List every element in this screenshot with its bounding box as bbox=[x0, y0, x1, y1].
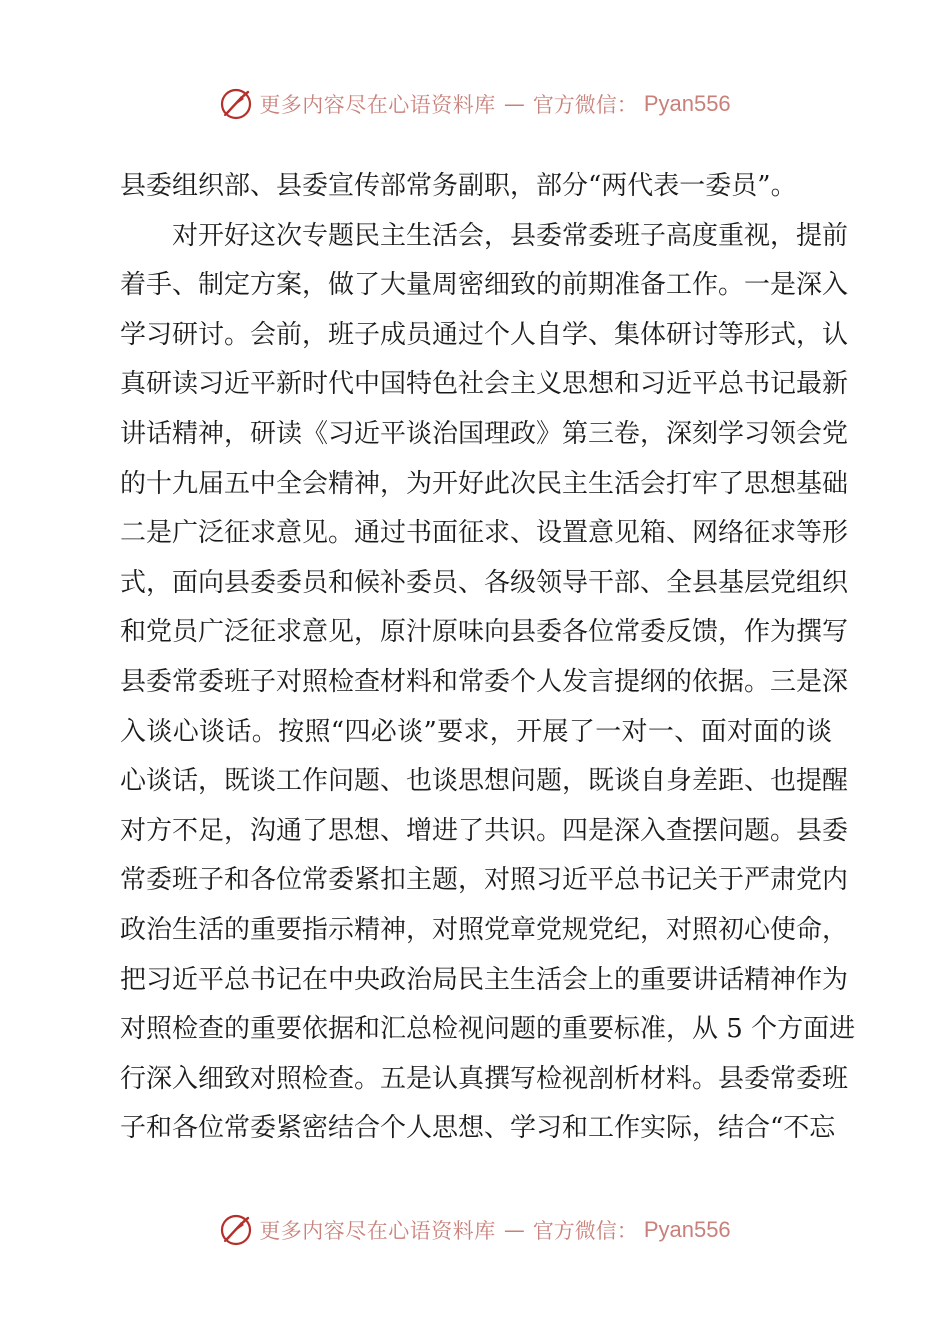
watermark-separator: — bbox=[503, 92, 525, 116]
document-body bbox=[120, 162, 856, 1154]
text-line: 心谈话，既谈工作问题、也谈思想问题，既谈自身差距、也提醒 bbox=[120, 766, 849, 797]
text-line: 和党员广泛征求意见，原汁原味向县委各位常委反馈，作为撰写 bbox=[120, 617, 849, 648]
watermark-wechat-label: 官方微信： bbox=[532, 1219, 638, 1243]
text-line: 对照检查的重要依据和汇总检视问题的重要标准，从 5 个方面进 bbox=[120, 1014, 856, 1045]
text-line: 政治生活的重要指示精神，对照党章党规党纪，对照初心使命， bbox=[120, 914, 849, 945]
watermark-separator: — bbox=[503, 1218, 525, 1242]
quill-pen-circle-icon bbox=[219, 87, 253, 121]
text-line: 的十九届五中全会精神，为开好此次民主生活会打牢了思想基础 bbox=[120, 468, 849, 499]
text-line: 对开好这次专题民主生活会，县委常委班子高度重视，提前 bbox=[172, 220, 849, 251]
quill-pen-circle-icon bbox=[219, 1213, 253, 1247]
text-line: 式，面向县委委员和候补委员、各级领导干部、全县基层党组织 bbox=[120, 567, 849, 598]
footer-watermark bbox=[0, 1210, 950, 1250]
watermark-brand: 更多内容尽在心语资料库 bbox=[259, 93, 496, 117]
text-line: 二是广泛征求意见。通过书面征求、设置意见箱、网络征求等形 bbox=[120, 518, 849, 549]
text-line: 学习研讨。会前，班子成员通过个人自学、集体研讨等形式，认 bbox=[120, 319, 849, 350]
text-line: 常委班子和各位常委紧扣主题，对照习近平总书记关于严肃党内 bbox=[120, 865, 849, 896]
text-line: 真研读习近平新时代中国特色社会主义思想和习近平总书记最新 bbox=[120, 369, 849, 400]
header-watermark bbox=[0, 84, 950, 124]
watermark-wechat-id: Pyan556 bbox=[643, 91, 731, 116]
text-line: 县委组织部、县委宣传部常务副职，部分“两代表一委员”。 bbox=[120, 171, 797, 201]
text-line: 县委常委班子对照检查材料和常委个人发言提纲的依据。三是深 bbox=[120, 666, 849, 697]
text-line: 着手、制定方案，做了大量周密细致的前期准备工作。一是深入 bbox=[120, 270, 849, 301]
text-line: 把习近平总书记在中央政治局民主生活会上的重要讲话精神作为 bbox=[120, 964, 849, 995]
watermark-wechat-label: 官方微信： bbox=[532, 93, 638, 117]
text-line: 对方不足，沟通了思想、增进了共识。四是深入查摆问题。县委 bbox=[120, 815, 849, 846]
text-line: 讲话精神，研读《习近平谈治国理政》第三卷，深刻学习领会党 bbox=[120, 418, 849, 449]
watermark-wechat-id: Pyan556 bbox=[643, 1217, 731, 1242]
text-line: 子和各位常委紧密结合个人思想、学习和工作实际，结合“不忘 bbox=[120, 1113, 836, 1144]
text-line: 入谈心谈话。按照“四必谈”要求，开展了一对一、面对面的谈 bbox=[120, 716, 832, 747]
watermark-brand: 更多内容尽在心语资料库 bbox=[259, 1219, 496, 1243]
text-line: 行深入细致对照检查。五是认真撰写检视剖析材料。县委常委班 bbox=[120, 1063, 849, 1094]
